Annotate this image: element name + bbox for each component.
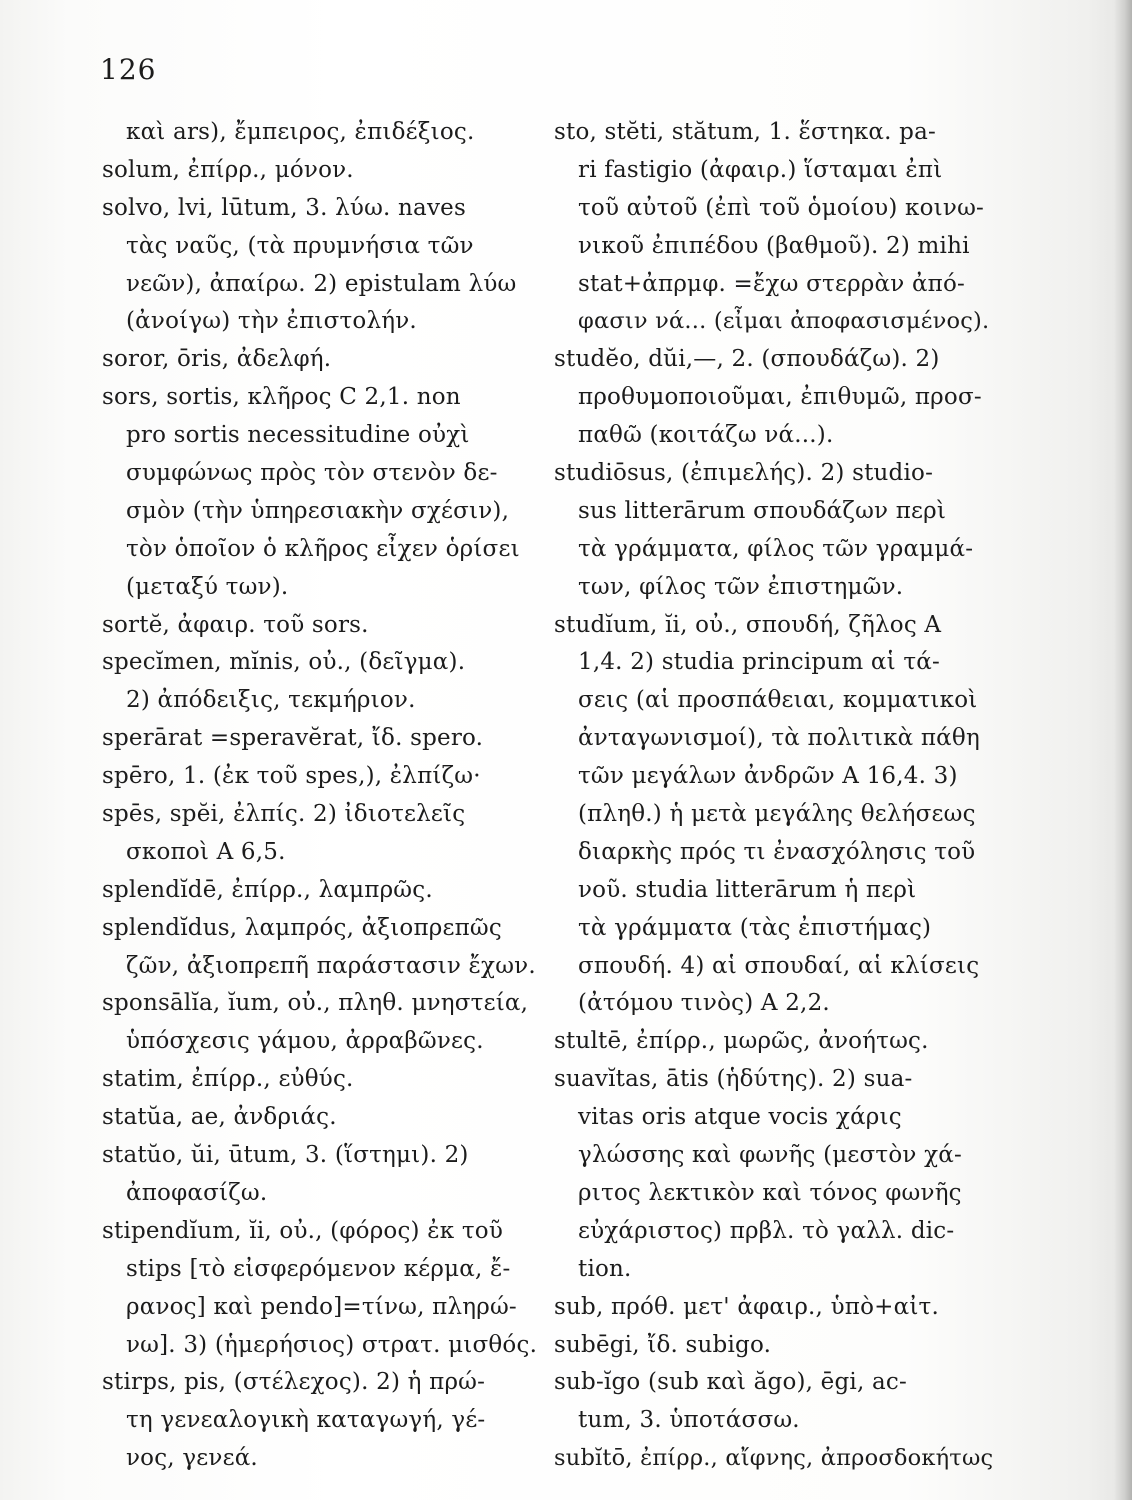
entry-headword-line: statim, ἐπίρρ., εὐθύς. bbox=[102, 1066, 354, 1093]
entry-continuation-line: τὰς ναῦς, (τὰ πρυμνήσια τῶν bbox=[126, 232, 474, 259]
entry-headword-line: splendĭdus, λαμπρός, ἀξιοπρεπῶς bbox=[102, 914, 502, 941]
entry-continuation-line: νω]. 3) (ἡμερήσιος) στρατ. μισθός. bbox=[126, 1331, 538, 1358]
entry-headword-line: spēs, spĕi, ἐλπίς. 2) ἰδιοτελεῖς bbox=[102, 801, 466, 828]
entry-continuation-line: ζῶν, ἀξιοπρεπῆ παράστασιν ἔχων. bbox=[126, 952, 536, 979]
entry-headword-line: studĕo, dŭi,—, 2. (σπουδάζω). 2) bbox=[554, 346, 940, 373]
entry-headword-line: stirps, pis, (στέλεχος). 2) ἡ πρώ- bbox=[102, 1369, 486, 1396]
entry-headword-line: stultē, ἐπίρρ., μωρῶς, ἀνοήτως. bbox=[554, 1028, 929, 1055]
entry-headword-line: studiōsus, (ἐπιμελής). 2) studio- bbox=[554, 460, 934, 487]
entry-continuation-line: σμὸν (τὴν ὑπηρεσιακὴν σχέσιν), bbox=[126, 497, 510, 524]
entry-continuation-line: pro sortis necessitudine οὐχὶ bbox=[126, 422, 470, 449]
entry-headword-line: solvo, lvi, lūtum, 3. λύω. naves bbox=[102, 194, 466, 221]
entry-headword-line: splendĭdē, ἐπίρρ., λαμπρῶς. bbox=[102, 876, 433, 903]
entry-headword-line: sto, stĕti, stătum, 1. ἕστηκα. pa- bbox=[554, 119, 936, 145]
entry-headword-line: stipendĭum, ĭi, οὐ., (φόρος) ἐκ τοῦ bbox=[102, 1217, 504, 1244]
entry-headword-line: sub-ĭgo (sub καὶ ăgo), ēgi, ac- bbox=[554, 1369, 907, 1396]
entry-continuation-line: stat+ἀπρμφ. =ἔχω στερρὰν ἀπό- bbox=[578, 270, 966, 297]
entry-continuation-line: tum, 3. ὑποτάσσω. bbox=[578, 1407, 800, 1434]
entry-headword-line: statŭa, ae, ἀνδριάς. bbox=[102, 1104, 337, 1131]
page-number: 126 bbox=[100, 53, 157, 86]
entry-continuation-line: συμφώνως πρὸς τὸν στενὸν δε- bbox=[126, 460, 498, 487]
entry-continuation-line: νεῶν), ἀπαίρω. 2) epistulam λύω bbox=[126, 270, 517, 297]
entry-headword-line: subĭtō, ἐπίρρ., αἴφνης, ἀπροσδοκήτως bbox=[554, 1445, 994, 1472]
entry-continuation-line: των, φίλος τῶν ἐπιστημῶν. bbox=[578, 573, 904, 600]
entry-headword-line: suavĭtas, ātis (ἡδύτης). 2) sua- bbox=[554, 1066, 913, 1093]
entry-continuation-line: σπουδή. 4) αἱ σπουδαί, αἱ κλίσεις bbox=[578, 952, 980, 979]
entry-continuation-line: τη γενεαλογικὴ καταγωγή, γέ- bbox=[126, 1407, 486, 1434]
entry-continuation-line: vitas oris atque vocis χάρις bbox=[578, 1104, 902, 1131]
entry-continuation-line: ὑπόσχεσις γάμου, ἀρραβῶνες. bbox=[126, 1028, 484, 1055]
entry-continuation-line: tion. bbox=[578, 1255, 632, 1282]
entry-continuation-line: καὶ ars), ἔμπειρος, ἐπιδέξιος. bbox=[126, 119, 475, 145]
entry-continuation-line: sus litterārum σπουδάζων περὶ bbox=[578, 497, 947, 524]
entry-continuation-line: τὰ γράμματα (τὰς ἐπιστήμας) bbox=[578, 914, 932, 941]
entry-continuation-line: εὐχάριστος) πρβλ. τὸ γαλλ. dic- bbox=[578, 1217, 955, 1244]
entry-headword-line: specĭmen, mĭnis, οὐ., (δεῖγμα). bbox=[102, 649, 466, 676]
entry-headword-line: studĭum, ĭi, οὐ., σπουδή, ζῆλος A bbox=[554, 611, 942, 638]
entry-continuation-line: ριτος λεκτικὸν καὶ τόνος φωνῆς bbox=[578, 1179, 962, 1206]
entry-continuation-line: (ἀτόμου τινὸς) A 2,2. bbox=[578, 990, 830, 1017]
left-column bbox=[102, 114, 542, 1478]
entry-headword-line: spēro, 1. (ἐκ τοῦ spes,), ἐλπίζω· bbox=[102, 763, 481, 790]
entry-continuation-line: (ἀνοίγω) τὴν ἐπιστολήν. bbox=[126, 308, 417, 335]
entry-continuation-line: (μεταξύ των). bbox=[126, 573, 289, 600]
entry-continuation-line: ἀποφασίζω. bbox=[126, 1179, 268, 1206]
entry-continuation-line: ρανος] καὶ pendo]=τίνω, πληρώ- bbox=[126, 1293, 517, 1320]
page-edge-shadow bbox=[1114, 0, 1132, 1500]
entry-continuation-line: τὰ γράμματα, φίλος τῶν γραμμά- bbox=[578, 535, 974, 562]
entry-headword-line: subēgi, ἴδ. subigo. bbox=[554, 1331, 772, 1358]
entry-continuation-line: νοῦ. studia litterārum ἡ περὶ bbox=[578, 876, 917, 903]
entry-headword-line: sponsālĭa, ĭum, οὐ., πληθ. μνηστεία, bbox=[102, 990, 529, 1017]
right-column bbox=[554, 114, 994, 1478]
entry-continuation-line: σκοποὶ A 6,5. bbox=[126, 838, 286, 865]
entry-headword-line: sors, sortis, κλῆρος C 2,1. non bbox=[102, 384, 461, 411]
entry-continuation-line: προθυμοποιοῦμαι, ἐπιθυμῶ, προσ- bbox=[578, 384, 982, 411]
entry-continuation-line: παθῶ (κοιτάζω νά...). bbox=[578, 422, 834, 449]
entry-headword-line: statŭo, ŭi, ūtum, 3. (ἵστημι). 2) bbox=[102, 1142, 469, 1169]
entry-continuation-line: 1,4. 2) studia principum αἱ τά- bbox=[578, 649, 940, 676]
entry-headword-line: sperārat =speravĕrat, ἴδ. spero. bbox=[102, 725, 484, 752]
entry-continuation-line: διαρκὴς πρός τι ἐνασχόλησις τοῦ bbox=[578, 838, 976, 865]
entry-headword-line: sub, πρόθ. μετ' ἀφαιρ., ὑπὸ+αἰτ. bbox=[554, 1293, 939, 1320]
entry-headword-line: solum, ἐπίρρ., μόνον. bbox=[102, 156, 354, 183]
entry-headword-line: sortĕ, ἀφαιρ. τοῦ sors. bbox=[102, 611, 369, 638]
entry-continuation-line: τοῦ αὐτοῦ (ἐπὶ τοῦ ὁμοίου) κοινω- bbox=[578, 194, 984, 221]
entry-continuation-line: σεις (αἱ προσπάθειαι, κομματικοὶ bbox=[578, 687, 978, 714]
entry-continuation-line: stips [τὸ εἰσφερόμενον κέρμα, ἔ- bbox=[126, 1255, 511, 1282]
entry-continuation-line: τὸν ὁποῖον ὁ κλῆρος εἶχεν ὁρίσει bbox=[126, 535, 520, 562]
entry-continuation-line: νος, γενεά. bbox=[126, 1445, 258, 1472]
entry-continuation-line: ri fastigio (ἀφαιρ.) ἵσταμαι ἐπὶ bbox=[578, 156, 943, 183]
entry-continuation-line: νικοῦ ἐπιπέδου (βαθμοῦ). 2) mihi bbox=[578, 232, 970, 259]
entry-continuation-line: τῶν μεγάλων ἀνδρῶν A 16,4. 3) bbox=[578, 763, 958, 790]
entry-continuation-line: 2) ἀπόδειξις, τεκμήριον. bbox=[126, 687, 416, 714]
entry-continuation-line: ἀνταγωνισμοί), τὰ πολιτικὰ πάθη bbox=[578, 725, 980, 752]
entry-continuation-line: γλώσσης καὶ φωνῆς (μεστὸν χά- bbox=[578, 1142, 962, 1169]
entry-continuation-line: (πληθ.) ἡ μετὰ μεγάλης θελήσεως bbox=[578, 801, 976, 828]
entry-headword-line: soror, ōris, ἀδελφή. bbox=[102, 346, 332, 373]
entry-continuation-line: φασιν νά... (εἶμαι ἀποφασισμένος). bbox=[578, 308, 990, 335]
